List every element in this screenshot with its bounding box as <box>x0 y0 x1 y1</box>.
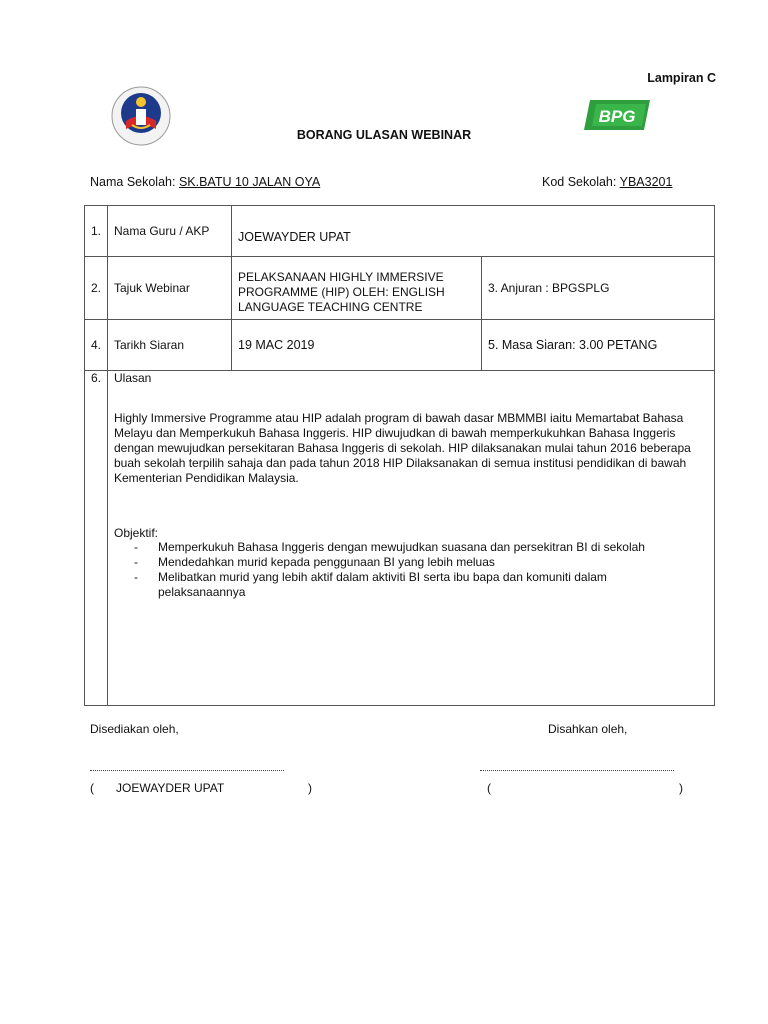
signature-line-left <box>90 769 284 771</box>
field-label: Tajuk Webinar <box>108 257 232 320</box>
review-cell <box>108 371 715 706</box>
list-item: - Mendedahkan murid kepada penggunaan BI yang lebih meluas <box>134 555 495 569</box>
review-paragraph: Highly Immersive Programme atau HIP adalah program di bawah dasar MBMMBI iaitu Memartabat Bahasa Melayu dan Memperkukuh Bahasa Inggeris. HIP diwujudkan di bawah memperkukuhkan Bahasa Inggeris dengan mewujudkan persekitaran Bahasa Inggeris di sekolah. HIP dilaksanakan mulai tahun 2016 beberapa buah sekolah terpilih sahaja dan pada tahun 2018 HIP Dilaksanakan di semua institusi pendidikan di bawah Kementerian Pendidikan Malaysia. <box>114 411 691 485</box>
approved-by-label: Disahkan oleh, <box>548 722 628 736</box>
field-label: Tarikh Siaran <box>108 320 232 371</box>
school-code-line <box>542 175 672 189</box>
objective-list <box>114 540 708 600</box>
school-name-value: SK.BATU 10 JALAN OYA <box>178 175 321 189</box>
list-item: - Memperkukuh Bahasa Inggeris dengan mewujudkan suasana dan persekitran BI di sekolah <box>134 540 645 554</box>
school-code-label: Kod Sekolah: <box>542 175 620 189</box>
row-number: 4. <box>85 320 108 371</box>
page-title: BORANG ULASAN WEBINAR <box>296 128 472 142</box>
close-paren-left: ) <box>308 781 312 795</box>
open-paren-left: ( <box>90 781 94 795</box>
webinar-title-value: PELAKSANAAN HIGHLY IMMERSIVE PROGRAMME (HIP) OLEH: ENGLISH LANGUAGE TEACHING CENTRE <box>232 257 482 320</box>
objective-text: Melibatkan murid yang lebih aktif dalam aktiviti BI serta ibu bapa dan komuniti dalam pelaksanaannya <box>158 570 607 599</box>
table-row <box>85 206 715 257</box>
school-name-label: Nama Sekolah: <box>90 175 179 189</box>
bpg-logo-text: BPG <box>598 107 636 126</box>
review-form-table <box>84 205 715 706</box>
close-paren-right: ) <box>679 781 683 795</box>
row-number: 1. <box>85 206 108 257</box>
signature-line-right <box>480 769 674 771</box>
prepared-by-label: Disediakan oleh, <box>90 722 179 736</box>
table-row <box>85 257 715 320</box>
row-number: 2. <box>85 257 108 320</box>
field-label: Nama Guru / AKP <box>108 206 232 257</box>
broadcast-date-value: 19 MAC 2019 <box>232 320 482 371</box>
prepared-by-name: JOEWAYDER UPAT <box>116 781 225 795</box>
objective-text: Memperkukuh Bahasa Inggeris dengan mewujudkan suasana dan persekitran BI di sekolah <box>158 540 645 554</box>
school-code-value: YBA3201 <box>619 175 673 189</box>
broadcast-time-value: 5. Masa Siaran: 3.00 PETANG <box>482 320 715 371</box>
table-row <box>85 320 715 371</box>
school-name-line <box>90 175 320 189</box>
organizer-value: 3. Anjuran : BPGSPLG <box>482 257 715 320</box>
open-paren-right: ( <box>487 781 491 795</box>
table-row <box>85 371 715 706</box>
list-item: - Melibatkan murid yang lebih aktif dalam aktiviti BI serta ibu bapa dan komuniti dalam pelaksanaannya <box>134 570 708 600</box>
lampiran-label: Lampiran C <box>647 71 716 85</box>
objective-label: Objektif: <box>114 526 159 540</box>
teacher-name-value: JOEWAYDER UPAT <box>232 206 715 257</box>
row-number: 6. <box>85 371 108 706</box>
objective-text: Mendedahkan murid kepada penggunaan BI yang lebih meluas <box>158 555 495 569</box>
review-label: Ulasan <box>114 371 152 385</box>
